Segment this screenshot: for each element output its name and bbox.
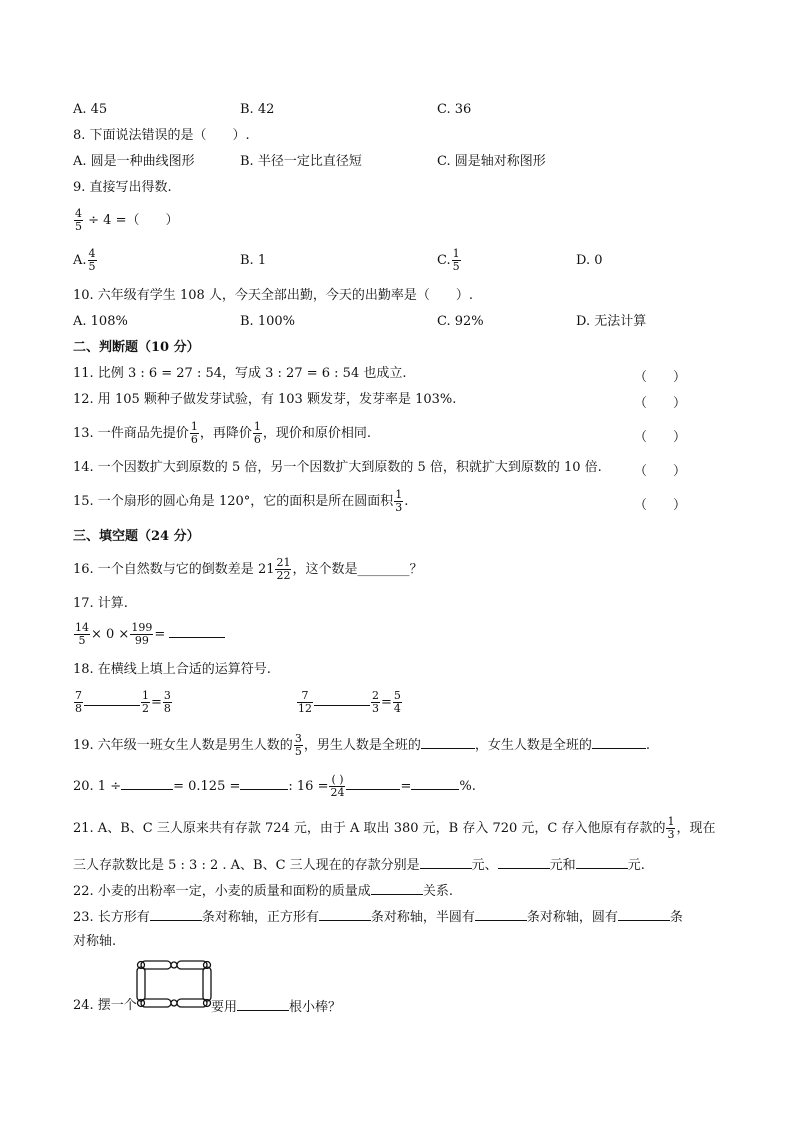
q10-option-c: C. 92% xyxy=(437,314,484,329)
q11-answer-paren[interactable]: （ ） xyxy=(634,370,687,385)
q24-blank[interactable] xyxy=(237,998,289,1011)
q8-stem: 8. 下面说法错误的是（ ）. xyxy=(73,128,250,143)
q21-blank-3[interactable] xyxy=(576,856,628,869)
q23-blank-1[interactable] xyxy=(150,908,202,921)
q13-answer-paren[interactable]: （ ） xyxy=(634,430,687,445)
q17-expression: $\frac{14}{5}$ × 0 × $\frac{199}{99}$ = xyxy=(73,618,225,652)
q12-answer-paren[interactable]: （ ） xyxy=(634,396,687,411)
q18-blank-1[interactable] xyxy=(84,693,140,706)
q8-option-b: B. 半径一定比直径短 xyxy=(240,154,362,169)
q23-blank-2[interactable] xyxy=(319,908,371,921)
q10-option-a: A. 108% xyxy=(73,314,128,329)
q23-line-2: 对称轴. xyxy=(73,934,117,949)
q9-option-d: D. 0 xyxy=(576,253,603,268)
q24-text-post: 要用 根小棒？ xyxy=(211,1000,342,1015)
section-3-title: 三、填空题（24 分） xyxy=(73,529,200,544)
q18-expression-1: $\frac{7}{8}$ $\frac{1}{2}$ = $\frac{3}{8}$ xyxy=(75,689,171,715)
q16-text: 16. 一个自然数与它的倒数差是 21 $\frac{21}{22}$ ，这个数是________？ xyxy=(73,556,423,582)
q21-blank-2[interactable] xyxy=(498,856,550,869)
q9-option-a: A. $\frac{4}{5}$ xyxy=(73,247,96,273)
q19-blank-2[interactable] xyxy=(592,736,646,749)
q19-text: 19. 六年级一班女生人数是男生人数的 $\frac{3}{5}$ ，男生人数是全班的 ，女生人数是全班的 . xyxy=(73,732,650,758)
q9-expression: $\frac{4}{5}$ ÷ 4 =（ ） xyxy=(75,207,179,233)
q8-option-a: A. 圆是一种曲线图形 xyxy=(73,154,195,169)
q21-line-1: 21. A、B、C 三人原来共有存款 724 元，由于 A 取出 380 元，B 存入 720 元，C 存入他原有存款的 $\frac{1}{3}$ ，现在 xyxy=(73,815,716,841)
q9-option-b: B. 1 xyxy=(240,253,267,268)
q20-text: 20. 1 ÷ = 0.125 = : 16 = $\frac{( )}{24}$ = %. xyxy=(73,773,476,799)
q15-answer-paren[interactable]: （ ） xyxy=(634,498,687,513)
q13-text: 13. 一件商品先提价 $\frac{1}{6}$ ，再降价 $\frac{1}{6}$ ，现价和原价相同. xyxy=(73,420,371,446)
q23-blank-3[interactable] xyxy=(475,908,527,921)
q8-option-c: C. 圆是轴对称图形 xyxy=(437,154,546,169)
q9-option-c: C. $\frac{1}{5}$ xyxy=(437,247,460,273)
q7-option-a: A. 45 xyxy=(73,102,108,117)
q20-blank-2[interactable] xyxy=(240,777,288,790)
q14-answer-paren[interactable]: （ ） xyxy=(634,464,687,479)
q19-blank-1[interactable] xyxy=(421,736,475,749)
q14-text: 14. 一个因数扩大到原数的 5 倍，另一个因数扩大到原数的 5 倍，积就扩大到原数的 10 倍. xyxy=(73,460,602,475)
q12-text: 12. 用 105 颗种子做发芽试验，有 103 颗发芽，发芽率是 103%. xyxy=(73,392,457,407)
q10-option-b: B. 100% xyxy=(240,314,295,329)
q23-blank-4[interactable] xyxy=(618,908,670,921)
section-2-title: 二、判断题（10 分） xyxy=(73,340,200,355)
q17-answer-blank[interactable] xyxy=(169,625,225,638)
q24-text-pre: 24. 摆一个 xyxy=(73,998,137,1013)
q21-line-2: 三人存款数比是 5 : 3 : 2 . A、B、C 三人现在的存款分别是 元、 元和 元. xyxy=(73,858,645,873)
q7-option-b: B. 42 xyxy=(240,102,275,117)
q22-text: 22. 小麦的出粉率一定，小麦的质量和面粉的质量成 关系. xyxy=(73,884,453,899)
q10-option-d: D. 无法计算 xyxy=(576,314,647,329)
q11-text: 11. 比例 3 : 6 = 27 : 54，写成 3 : 27 = 6 : 54 也成立. xyxy=(73,366,407,381)
q23-line-1: 23. 长方形有 条对称轴，正方形有 条对称轴，半圆有 条对称轴，圆有 条 xyxy=(73,910,683,925)
q17-stem: 17. 计算. xyxy=(73,596,128,611)
q20-blank-3[interactable] xyxy=(346,777,400,790)
q20-blank-4[interactable] xyxy=(411,777,459,790)
q18-expression-2: $\frac{7}{12}$ $\frac{2}{3}$ = $\frac{5}{4}$ xyxy=(298,689,401,715)
q20-blank-1[interactable] xyxy=(121,777,173,790)
q21-blank-1[interactable] xyxy=(420,856,472,869)
q9-stem: 9. 直接写出得数. xyxy=(73,180,172,195)
q22-blank[interactable] xyxy=(371,882,423,895)
q10-stem: 10. 六年级有学生 108 人，今天全部出勤，今天的出勤率是（ ）. xyxy=(73,288,474,303)
q7-option-c: C. 36 xyxy=(437,102,472,117)
q15-text: 15. 一个扇形的圆心角是 120°，它的面积是所在圆面积 $\frac{1}{3}$ . xyxy=(73,488,409,514)
q18-stem: 18. 在横线上填上合适的运算符号. xyxy=(73,662,271,677)
stick-rectangle-figure xyxy=(134,958,214,1010)
q18-blank-2[interactable] xyxy=(314,693,370,706)
